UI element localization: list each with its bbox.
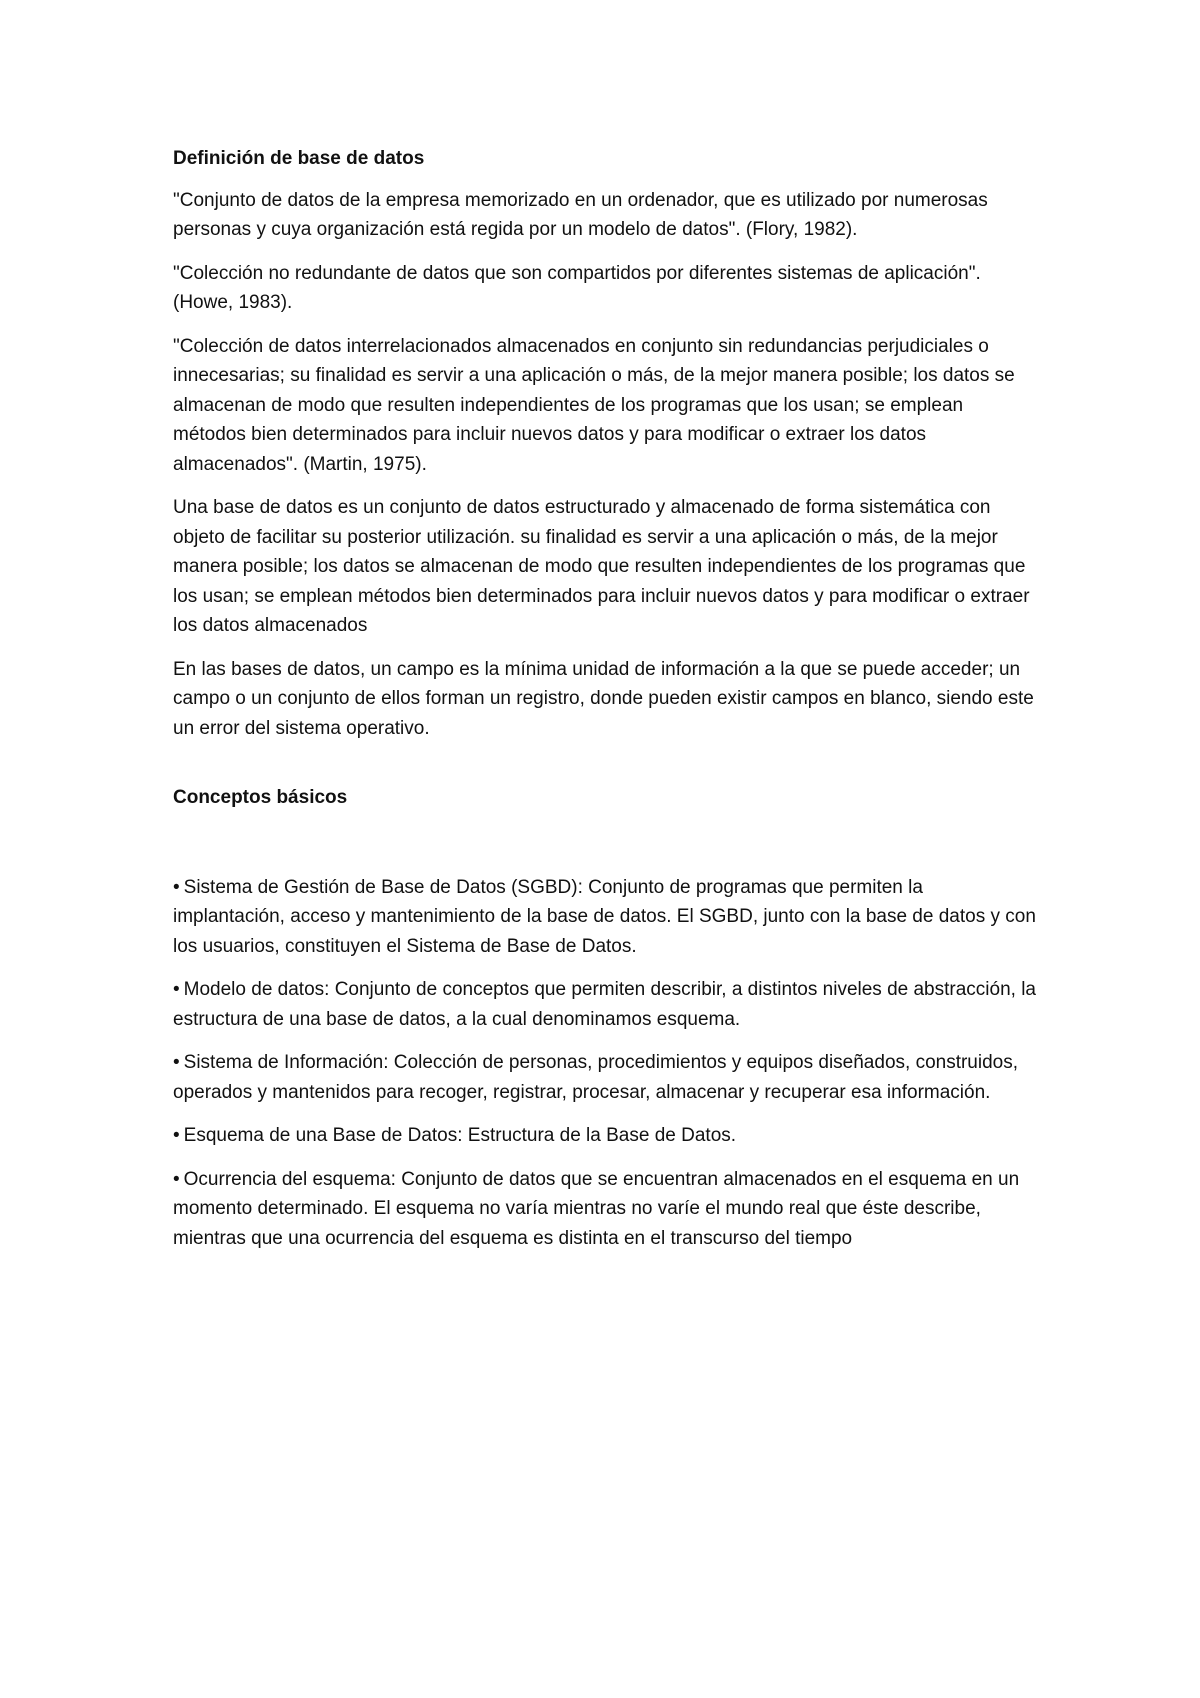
- list-item-text: Modelo de datos: Conjunto de conceptos que permiten describir, a distintos niveles de abstracción, la estructura de una base de datos, a la cual denominamos esquema.: [173, 979, 1036, 1030]
- list-item-esquema: [173, 1121, 1038, 1151]
- list-item-sistema-informacion: [173, 1048, 1038, 1107]
- paragraph-martin: "Colección de datos interrelacionados almacenados en conjunto sin redundancias perjudiciales o innecesarias; su finalidad es servir a una aplicación o más, de la mejor manera posible; los datos se almacenan de modo que resulten independientes de los programas que los usan; se emplean métodos bien determinados para incluir nuevos datos y para modificar o extraer los datos almacenados". (Martin, 1975).: [173, 335, 1015, 475]
- paragraph-howe: "Colección no redundante de datos que son compartidos por diferentes sistemas de aplicación". (Howe, 1983).: [173, 262, 981, 313]
- paragraph-campo: En las bases de datos, un campo es la mínima unidad de información a la que se puede acceder; un campo o un conjunto de ellos forman un registro, donde pueden existir campos en blanco, siendo este un error del sistema operativo.: [173, 658, 1034, 739]
- list-item-text: Sistema de Información: Colección de personas, procedimientos y equipos diseñados, construidos, operados y mantenidos para recoger, registrar, procesar, almacenar y recuperar esa información.: [173, 1052, 1019, 1103]
- list-item-sgbd: [173, 873, 1038, 962]
- list-item-text: Sistema de Gestión de Base de Datos (SGBD): Conjunto de programas que permiten la implantación, acceso y mantenimiento de la base de datos. El SGBD, junto con la base de datos y con los usuarios, constituyen el Sistema de Base de Datos.: [173, 876, 1036, 957]
- list-item-ocurrencia: [173, 1165, 1038, 1254]
- bullet-icon: •: [173, 979, 180, 1000]
- paragraph-flory: "Conjunto de datos de la empresa memorizado en un ordenador, que es utilizado por numerosas personas y cuya organización está regida por un modelo de datos". (Flory, 1982).: [173, 189, 988, 240]
- document-content: [173, 144, 1038, 1267]
- bullet-icon: •: [173, 1052, 180, 1073]
- bullet-icon: •: [173, 1168, 180, 1190]
- paragraph-definicion-general: Una base de datos es un conjunto de datos estructurado y almacenado de forma sistemática con objeto de facilitar su posterior utilización. su finalidad es servir a una aplicación o más, de la mejor manera posible; los datos se almacenan de modo que resulten independientes de los programas que los usan; se emplean métodos bien determinados para incluir nuevos datos y para modificar o extraer los datos almacenados: [173, 497, 1030, 636]
- section-title-definicion: Definición de base de datos: [173, 148, 425, 169]
- list-item-modelo-datos: [173, 975, 1038, 1034]
- bullet-icon: •: [173, 876, 180, 898]
- list-item-text: Ocurrencia del esquema: Conjunto de datos que se encuentran almacenados en el esquema en un momento determinado. El esquema no varía mientras no varíe el mundo real que éste describe, mientras que una ocurrencia del esquema es distinta en el transcurso del tiempo: [173, 1168, 1020, 1249]
- bullet-icon: •: [173, 1125, 180, 1146]
- section-title-conceptos: Conceptos básicos: [173, 787, 348, 808]
- list-item-text: Esquema de una Base de Datos: Estructura de la Base de Datos.: [183, 1125, 737, 1146]
